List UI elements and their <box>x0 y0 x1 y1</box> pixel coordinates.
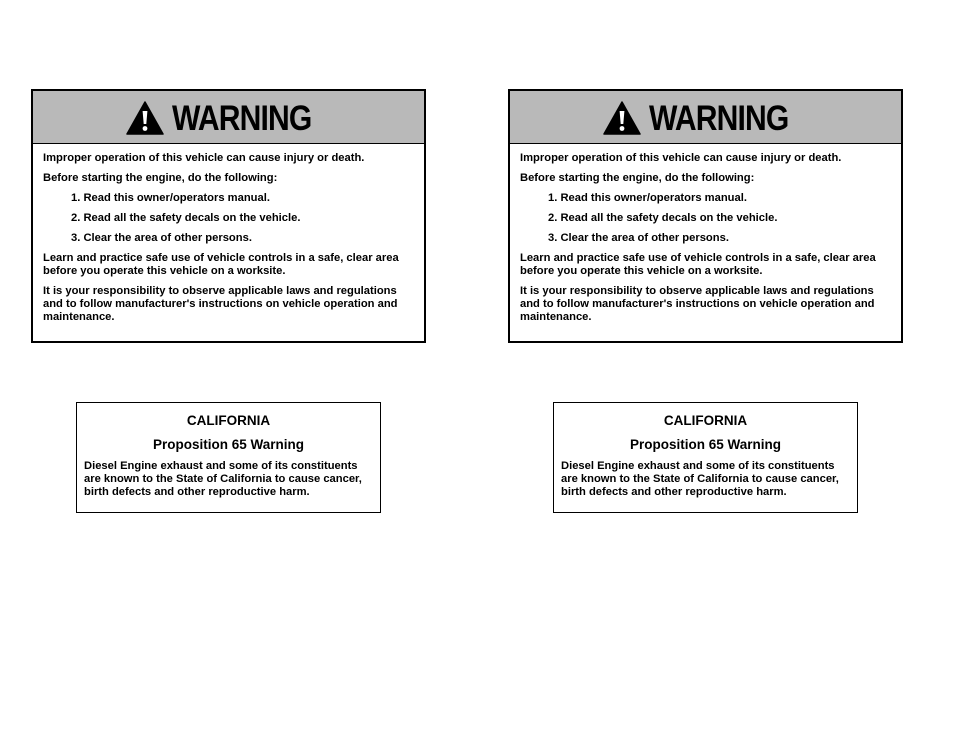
prop65-subtitle: Proposition 65 Warning <box>629 437 781 452</box>
warning-intro: Improper operation of this vehicle can cause injury or death. <box>520 152 842 164</box>
warning-step: 3. Clear the area of other persons. <box>71 232 252 244</box>
prop65-title: CALIFORNIA <box>663 413 748 428</box>
warning-step: 1. Read this owner/operators manual. <box>548 192 747 204</box>
warning-body <box>33 144 424 324</box>
warning-before-start: Before starting the engine, do the following: <box>43 172 278 184</box>
warning-steps <box>520 192 891 245</box>
warning-title: WARNING <box>171 99 311 138</box>
prop65-label-left <box>76 402 381 513</box>
warning-label-right <box>508 89 903 343</box>
warning-title: WARNING <box>648 99 788 138</box>
prop65-subtitle: Proposition 65 Warning <box>152 437 304 452</box>
warning-intro: Improper operation of this vehicle can cause injury or death. <box>43 152 365 164</box>
warning-header <box>510 91 901 144</box>
warning-body <box>510 144 901 324</box>
warning-step: 2. Read all the safety decals on the vehicle. <box>548 212 778 224</box>
warning-responsibility: It is your responsibility to observe applicable laws and regulations and to follow manufacturer's instructions on vehicle operation and maintenance. <box>520 285 875 323</box>
warning-triangle-icon <box>126 101 164 135</box>
warning-practice: Learn and practice safe use of vehicle controls in a safe, clear area before you operate this vehicle on a worksite. <box>520 252 876 277</box>
warning-practice: Learn and practice safe use of vehicle controls in a safe, clear area before you operate this vehicle on a worksite. <box>43 252 399 277</box>
warning-triangle-icon <box>603 101 641 135</box>
prop65-body: Diesel Engine exhaust and some of its constituents are known to the State of California to cause cancer, birth defects and other reproductive harm. <box>561 460 839 498</box>
warning-label-left <box>31 89 426 343</box>
prop65-body: Diesel Engine exhaust and some of its constituents are known to the State of California to cause cancer, birth defects and other reproductive harm. <box>84 460 362 498</box>
prop65-title: CALIFORNIA <box>186 413 271 428</box>
warning-responsibility: It is your responsibility to observe applicable laws and regulations and to follow manufacturer's instructions on vehicle operation and maintenance. <box>43 285 398 323</box>
warning-header <box>33 91 424 144</box>
prop65-label-right <box>553 402 858 513</box>
warning-before-start: Before starting the engine, do the following: <box>520 172 755 184</box>
warning-step: 3. Clear the area of other persons. <box>548 232 729 244</box>
warning-steps <box>43 192 414 245</box>
warning-step: 2. Read all the safety decals on the vehicle. <box>71 212 301 224</box>
warning-step: 1. Read this owner/operators manual. <box>71 192 270 204</box>
